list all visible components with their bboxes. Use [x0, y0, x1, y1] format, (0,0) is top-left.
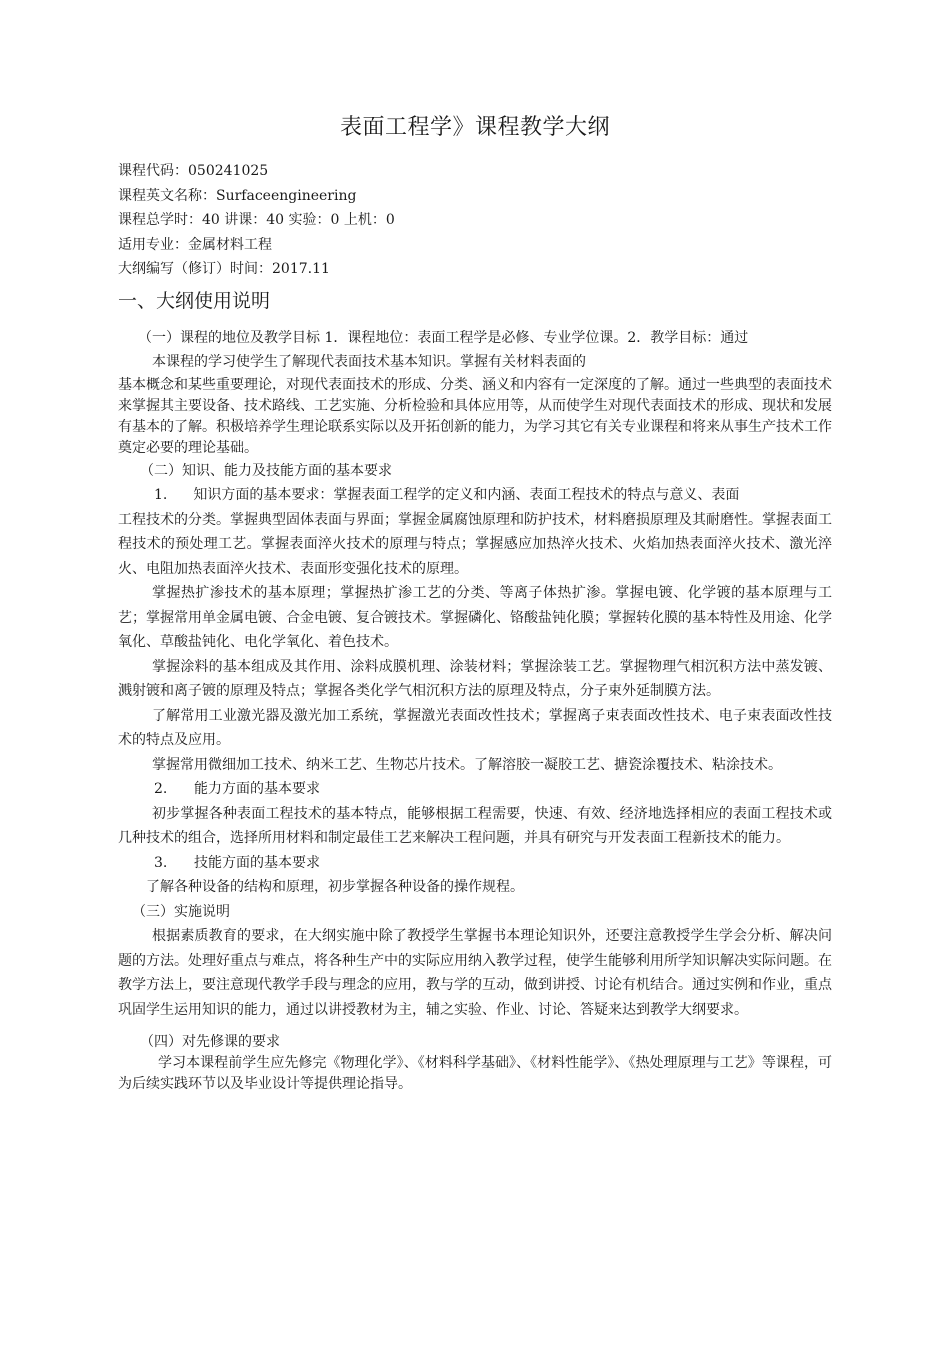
- part4-paragraph: 学习本课程前学生应先修完《物理化学》、《材料科学基础》、《材料性能学》、《热处理原理与工艺》等课程，可为后续实践环节以及毕业设计等提供理论指导。: [118, 1055, 832, 1092]
- part2-paragraph-d: 掌握常用微细加工技术、纳米工艺、生物芯片技术。了解溶胶一凝胶工艺、搪瓷涂覆技术、粘涂技术。: [152, 756, 782, 773]
- section-heading: 一、大纲使用说明: [118, 289, 271, 312]
- part2-paragraph-e: 初步掌握各种表面工程技术的基本特点，能够根据工程需要，快速、有效、经济地选择相应的表面工程技术或几种技术的组合，选择所用材料和制定最佳工艺来解决工程问题，并具有研究与开发表面工程新技术的能力。: [118, 805, 832, 846]
- item2-label: 能力方面的基本要求: [194, 781, 320, 797]
- part2-paragraph-b: 掌握涂料的基本组成及其作用、涂料成膜机理、涂装材料；掌握涂装工艺。掌握物理气相沉积方法中蒸发镀、溅射镀和离子镀的原理及特点；掌握各类化学气相沉积方法的原理及特点，分子束外延制膜方法。: [118, 658, 832, 699]
- item3-label: 技能方面的基本要求: [194, 854, 320, 871]
- item1-first-line: 知识方面的基本要求：掌握表面工程学的定义和内涵、表面工程技术的特点与意义、表面: [193, 487, 740, 503]
- part2-paragraph-c: 了解常用工业激光器及激光加工系统，掌握激光表面改性技术；掌握离子束表面改性技术、电子束表面改性技术的特点及应用。: [118, 707, 832, 748]
- course-major: 适用专业：金属材料工程: [118, 236, 272, 253]
- course-meta: [118, 159, 832, 282]
- part4-heading: （四）对先修课的要求: [140, 1034, 280, 1050]
- part2-item1: [118, 483, 832, 508]
- course-revision-date: 大纲编写（修订）时间：2017.11: [118, 261, 330, 277]
- part1-first-line: [118, 326, 832, 375]
- part2-heading: （二）知识、能力及技能方面的基本要求: [140, 462, 392, 479]
- spacer: [118, 1022, 832, 1032]
- item2-number: 2.: [154, 781, 168, 797]
- part2-item2: [118, 777, 832, 802]
- part2-item1-body: 工程技术的分类。掌握典型固体表面与界面；掌握金属腐蚀原理和防护技术，材料磨损原理及其耐磨性。掌握表面工程技术的预处理工艺。掌握表面淬火技术的原理与特点；掌握感应加热淬火技术、火焰加热表面淬火技术、激光淬火、电阻加热表面淬火技术、表面形变强化技术的原理。: [118, 511, 832, 577]
- course-code: 课程代码：050241025: [118, 163, 269, 179]
- part2-paragraph-a: 掌握热扩渗技术的基本原理；掌握热扩渗工艺的分类、等离子体热扩渗。掌握电镀、化学镀的基本原理与工艺；掌握常用单金属电镀、合金电镀、复合镀技术。掌握磷化、铬酸盐钝化膜；掌握转化膜的基本特性及用途、化学氧化、草酸盐钝化、电化学氧化、着色技术。: [118, 585, 832, 650]
- part3-paragraph: 根据素质教育的要求，在大纲实施中除了教授学生掌握书本理论知识外，还要注意教授学生学会分析、解决问题的方法。处理好重点与难点，将各种生产中的实际应用纳入教学过程，使学生能够利用所学知识解决实际问题。在教学方法上，要注意现代教学手段与理念的应用，教与学的互动，做到讲授、讨论有机结合。通过实例和作业，重点巩固学生运用知识的能力，通过以讲授教材为主，辅之实验、作业、讨论、答疑来达到教学大纲要求。: [118, 928, 832, 1018]
- page-title: 表面工程学》课程教学大纲: [339, 115, 610, 140]
- course-english-name: 课程英文名称：Surfaceengineering: [118, 187, 357, 204]
- part2-item3: [118, 851, 832, 876]
- part1-paragraph: 基本概念和某些重要理论，对现代表面技术的形成、分类、涵义和内容有一定深度的了解。通过一些典型的表面技术来掌握其主要设备、技术路线、工艺实施、分析检验和具体应用等，从而使学生对现代表面技术的形成、现状和发展有基本的了解。积极培养学生理论联系实际以及开拓创新的能力，为学习其它有关专业课程和将来从事生产技术工作奠定必要的理论基础。: [118, 376, 832, 456]
- course-hours: 课程总学时：40 讲课：40 实验：0 上机：0: [118, 212, 395, 228]
- part2-paragraph-f: 了解各种设备的结构和原理，初步掌握各种设备的操作规程。: [146, 879, 524, 895]
- part3-heading: （三）实施说明: [132, 903, 230, 920]
- item3-number: 3.: [154, 854, 168, 871]
- item1-number: 1.: [154, 487, 168, 503]
- part1-line2: 本课程的学习使学生了解现代表面技术基本知识。掌握有关材料表面的: [152, 354, 586, 370]
- part1-line1: （一）课程的地位及教学目标 1．课程地位：表面工程学是必修、专业学位课。2．教学目标：通过: [138, 329, 749, 346]
